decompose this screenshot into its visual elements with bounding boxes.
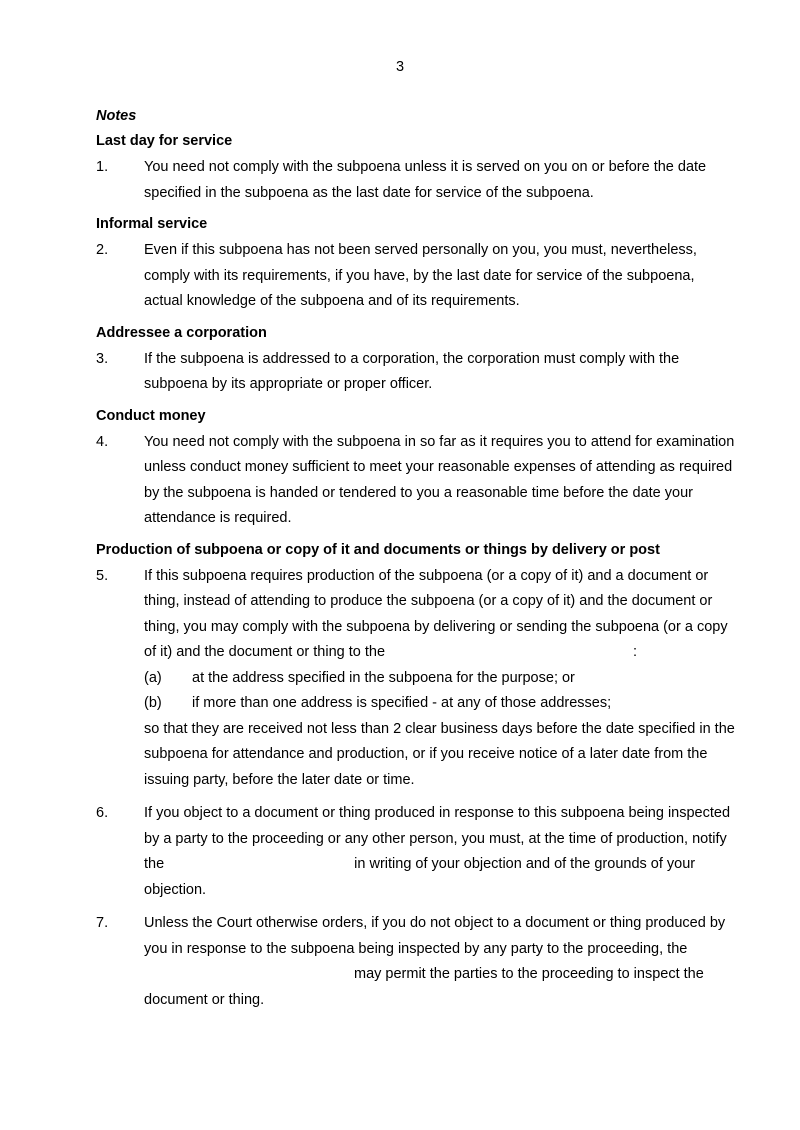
note-5-sub-b: [144, 691, 736, 717]
note-6-text-before: If you object to a document or thing produced in response to this subpoena being inspected by a party to the proceeding or any other person, you must, at the time of production, notify the: [144, 805, 731, 872]
note-7-text-after: may permit the parties to the proceeding to inspect the document or thing.: [144, 966, 704, 1008]
note-5-number: 5.: [96, 567, 109, 584]
note-3: [96, 347, 736, 398]
note-7-text-before: Unless the Court otherwise orders, if you do not object to a document or thing produced by you in response to the subpoena being inspected by any party to the proceeding, the: [144, 915, 726, 957]
note-5-text-after: so that they are received not less than 2 clear business days before the date specified in the subpoena for attendance and production, or if you receive notice of a later date from the issuing party, before the later date or time.: [144, 720, 735, 788]
note-1-text: You need not comply with the subpoena unless it is served on you on or before the date specified in the subpoena as the last date for service of the subpoena.: [144, 159, 707, 201]
note-5-sub-b-text: if more than one address is specified - at any of those addresses;: [192, 695, 612, 711]
heading-production-by-delivery-or-post: Production of subpoena or copy of it and documents or things by delivery or post: [96, 541, 660, 558]
note-5: [96, 564, 736, 794]
note-4: [96, 430, 736, 532]
heading-informal-service: Informal service: [96, 216, 208, 232]
note-6: [96, 801, 736, 903]
heading-conduct-money: Conduct money: [96, 407, 206, 424]
note-2-text: Even if this subpoena has not been served personally on you, you must, nevertheless, comply with its requirements, if you have, by the last date for service of the subpoena, actual knowledge of the subpoena and of its requirements.: [144, 242, 697, 309]
note-3-text: If the subpoena is addressed to a corporation, the corporation must comply with the subpoena by its appropriate or proper officer.: [144, 350, 680, 392]
heading-last-day-for-service: Last day for service: [96, 133, 233, 149]
note-1: [96, 155, 736, 206]
note-7-number: 7.: [96, 915, 109, 931]
note-6-text-after: in writing of your objection and of the grounds of your objection.: [144, 856, 696, 898]
note-5-sub-a-text: at the address specified in the subpoena for the purpose; or: [192, 669, 575, 686]
note-4-number: 4.: [96, 433, 109, 450]
note-4-text: You need not comply with the subpoena in so far as it requires you to attend for examination unless conduct money sufficient to meet your reasonable expenses of attending as required by the subpoena is handed or tendered to you a reasonable time before the date your attendance is required.: [144, 433, 735, 526]
note-3-number: 3.: [96, 350, 109, 367]
note-5-colon: :: [633, 644, 638, 660]
note-5-sub-a: [144, 666, 736, 692]
notes-title: Notes: [96, 108, 137, 124]
note-1-number: 1.: [96, 159, 109, 175]
note-5-text-before: If this subpoena requires production of the subpoena (or a copy of it) and a document or thing, instead of attending to produce the subpoena (or a copy of it) and the document or thing, you may comply with the subpoena by delivering or sending the subpoena (or a copy of it) and the document or thing to the: [144, 567, 728, 660]
note-5-text: [144, 564, 736, 666]
note-2-number: 2.: [96, 242, 109, 258]
heading-addressee-corporation: Addressee a corporation: [96, 324, 267, 341]
note-2: [96, 238, 736, 315]
note-6-number: 6.: [96, 805, 109, 821]
note-5-sub-a-label: (a): [144, 669, 162, 686]
note-7: [96, 911, 736, 1013]
notes-content: [96, 106, 736, 1019]
note-5-sub-b-label: (b): [144, 695, 162, 711]
page-number: 3: [395, 59, 405, 75]
